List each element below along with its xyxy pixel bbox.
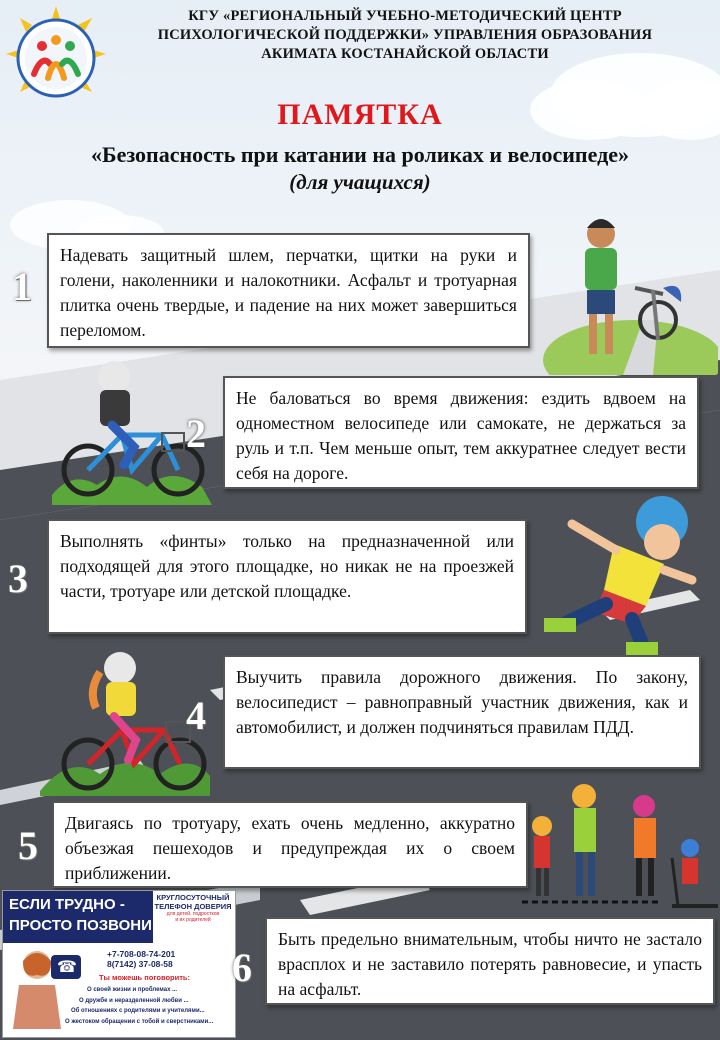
helpline-service-4: и их родителей (175, 917, 211, 923)
helpline-topic-2: О дружбе и неразделенной любви ... (79, 997, 189, 1004)
helpline-service-2: ТЕЛЕФОН ДОВЕРИЯ (154, 902, 232, 911)
helpline-topic-4: О жестоком обращении с тобой и сверстниками... (65, 1018, 214, 1025)
helpline-service-3: для детей, подростков (166, 911, 220, 917)
org-logo-icon (4, 4, 108, 108)
rule-number-4: 4 (186, 693, 206, 738)
helpline-topic-1: О своей жизни и проблемах ... (87, 987, 178, 993)
helpline-phone-2: 8(7142) 37-08-58 (107, 959, 173, 969)
rule-number-5: 5 (18, 823, 38, 868)
helpline-headline-1: ЕСЛИ ТРУДНО - (9, 896, 125, 913)
phone-icon: ☎ (51, 955, 81, 979)
helpline-poster (2, 890, 236, 1038)
helpline-talk-header: Ты можешь поговорить: (99, 973, 191, 982)
memo-subtitle: «Безопасность при катании на роликах и велосипеде» (91, 142, 629, 167)
memo-title: ПАМЯТКА (277, 98, 443, 131)
org-name-line-3: АКИМАТА КОСТАНАЙСКОЙ ОБЛАСТИ (261, 46, 549, 62)
rule-number-3: 3 (8, 556, 28, 601)
org-name-line-1: КГУ «РЕГИОНАЛЬНЫЙ УЧЕБНО-МЕТОДИЧЕСКИЙ ЦЕНТР (188, 8, 622, 24)
rule-6-text: Быть предельно внимательным, чтобы ничто не застало врасплох и не заставило потерять равновесие, и упасть на асфальт. (265, 917, 715, 1005)
rule-5-text: Двигаясь по тротуару, ехать очень медленно, аккуратно объезжая пешеходов и предупреждая их о своем приближении. (52, 801, 528, 888)
rule-number-1: 1 (12, 264, 32, 309)
helpline-headline-banner (3, 891, 153, 943)
rule-2-text: Не баловаться во время движения: ездить вдвоем на одноместном велосипеде или самокате, не держаться за руль и т.п. Чем меньше опыт, тем аккуратнее следует вести себя на дороге. (223, 376, 699, 489)
rule-3-text: Выполнять «финты» только на предназначенной или подходящей для этого площадке, но никак не на проезжей части, тротуаре или детской площадке. (47, 519, 527, 634)
rule-number-6: 6 (232, 945, 252, 990)
org-name-line-2: ПСИХОЛОГИЧЕСКОЙ ПОДДЕРЖКИ» УПРАВЛЕНИЯ ОБРАЗОВАНИЯ (157, 27, 653, 43)
rule-4-text: Выучить правила дорожного движения. По закону, велосипедист – равноправный участник движения, как и автомобилист, и должен подчиняться правилам ПДД. (223, 655, 701, 769)
helpline-service-1: КРУГЛОСУТОЧНЫЙ (156, 893, 230, 902)
family-skating-illustration (522, 778, 720, 916)
helpline-phones (107, 949, 175, 969)
helpline-topic-3: Об отношениях с родителями и учителями... (71, 1008, 205, 1014)
helpline-headline-2: ПРОСТО ПОЗВОНИ (9, 917, 152, 934)
memo-audience: (для учащихся) (289, 170, 431, 194)
roller-skater-illustration (534, 494, 714, 662)
helpline-service-block (153, 893, 233, 923)
rule-1-text: Надевать защитный шлем, перчатки, щитки на руки и голени, наколенники и налокотники. Асфальт и тротуарная плитка очень твердые, и падение на них может завершиться переломом. (47, 233, 530, 348)
helpline-phone-1: +7-708-08-74-201 (107, 949, 176, 959)
helpline-topics (65, 985, 233, 1027)
boy-with-bicycle-illustration (543, 210, 718, 375)
rule-number-2: 2 (186, 411, 206, 456)
